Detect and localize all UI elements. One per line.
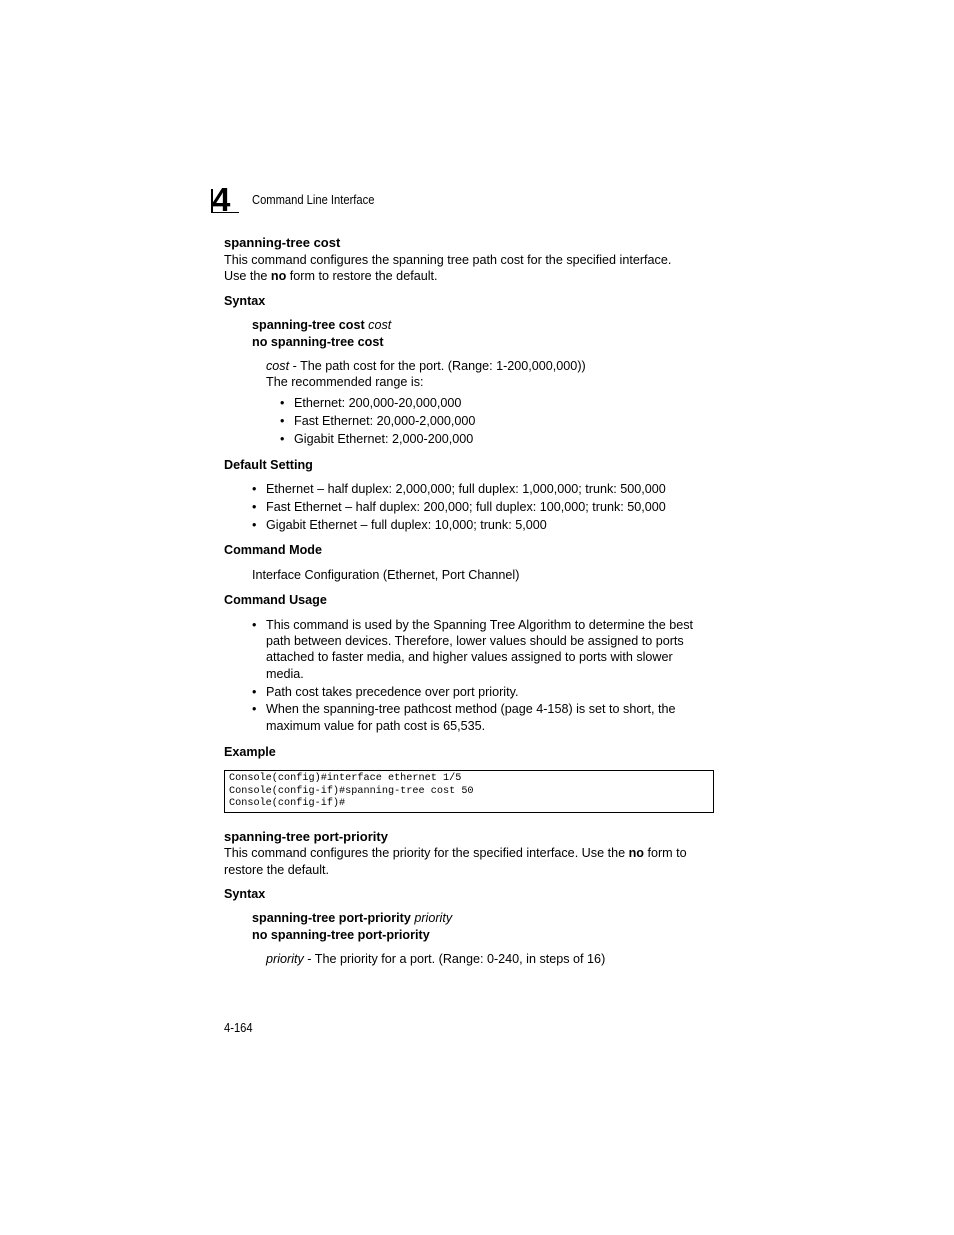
running-title: Command Line Interface [252, 192, 375, 207]
default-item: • Gigabit Ethernet – full duplex: 10,000; trunk: 5,000 [266, 518, 547, 532]
priority-intro-line1: This command configures the priority for the specified interface. Use the no form to [224, 846, 687, 860]
default-item: • Fast Ethernet – half duplex: 200,000; full duplex: 100,000; trunk: 50,000 [266, 500, 666, 514]
usage-item: • This command is used by the Spanning Tree Algorithm to determine the best [266, 618, 693, 632]
syntax-heading: Syntax [224, 294, 266, 308]
section-title-cost: spanning-tree cost [224, 235, 341, 250]
page-number: 4-164 [224, 1020, 253, 1035]
code-line: Console(config-if)#spanning-tree cost 50 [229, 785, 474, 797]
example-heading: Example [224, 745, 276, 759]
param-priority: priority - The priority for a port. (Range: 0-240, in steps of 16) [266, 952, 606, 966]
command-mode-text: Interface Configuration (Ethernet, Port Channel) [252, 568, 520, 582]
code-example-box [224, 770, 714, 813]
range-item: • Gigabit Ethernet: 2,000-200,000 [294, 432, 473, 446]
section-title-port-priority: spanning-tree port-priority [224, 829, 388, 844]
syntax-no-command: no spanning-tree cost [252, 335, 384, 349]
code-line: Console(config)#interface ethernet 1/5 [229, 773, 462, 784]
syntax-command: spanning-tree port-priority priority [252, 911, 453, 925]
chapter-number: 4 [212, 181, 231, 218]
range-item: • Fast Ethernet: 20,000-2,000,000 [294, 414, 475, 428]
usage-item-cont: attached to faster media, and higher values assigned to ports with slower [266, 650, 673, 664]
syntax-heading: Syntax [224, 887, 266, 901]
usage-item-cont: maximum value for path cost is 65,535. [266, 719, 486, 733]
syntax-command: spanning-tree cost cost [252, 318, 392, 332]
priority-intro-line2: restore the default. [224, 863, 330, 877]
usage-item-cont: media. [266, 667, 304, 681]
syntax-no-command: no spanning-tree port-priority [252, 928, 430, 942]
command-usage-heading: Command Usage [224, 593, 327, 607]
cost-intro-line1: This command configures the spanning tree path cost for the specified interface. [224, 253, 672, 267]
range-item: • Ethernet: 200,000-20,000,000 [294, 396, 461, 410]
default-item: • Ethernet – half duplex: 2,000,000; full duplex: 1,000,000; trunk: 500,000 [266, 482, 666, 496]
default-setting-heading: Default Setting [224, 458, 313, 472]
usage-item-cont: path between devices. Therefore, lower values should be assigned to ports [266, 634, 684, 648]
usage-item: • Path cost takes precedence over port priority. [266, 685, 518, 699]
cost-intro-line2: Use the no form to restore the default. [224, 269, 438, 283]
code-line: Console(config-if)# [229, 798, 346, 810]
usage-item: • When the spanning-tree pathcost method (page 4-158) is set to short, the [266, 702, 676, 716]
command-mode-heading: Command Mode [224, 543, 322, 557]
param-cost-range-intro: The recommended range is: [266, 375, 424, 389]
param-cost: cost - The path cost for the port. (Range: 1-200,000,000)) [266, 359, 586, 373]
